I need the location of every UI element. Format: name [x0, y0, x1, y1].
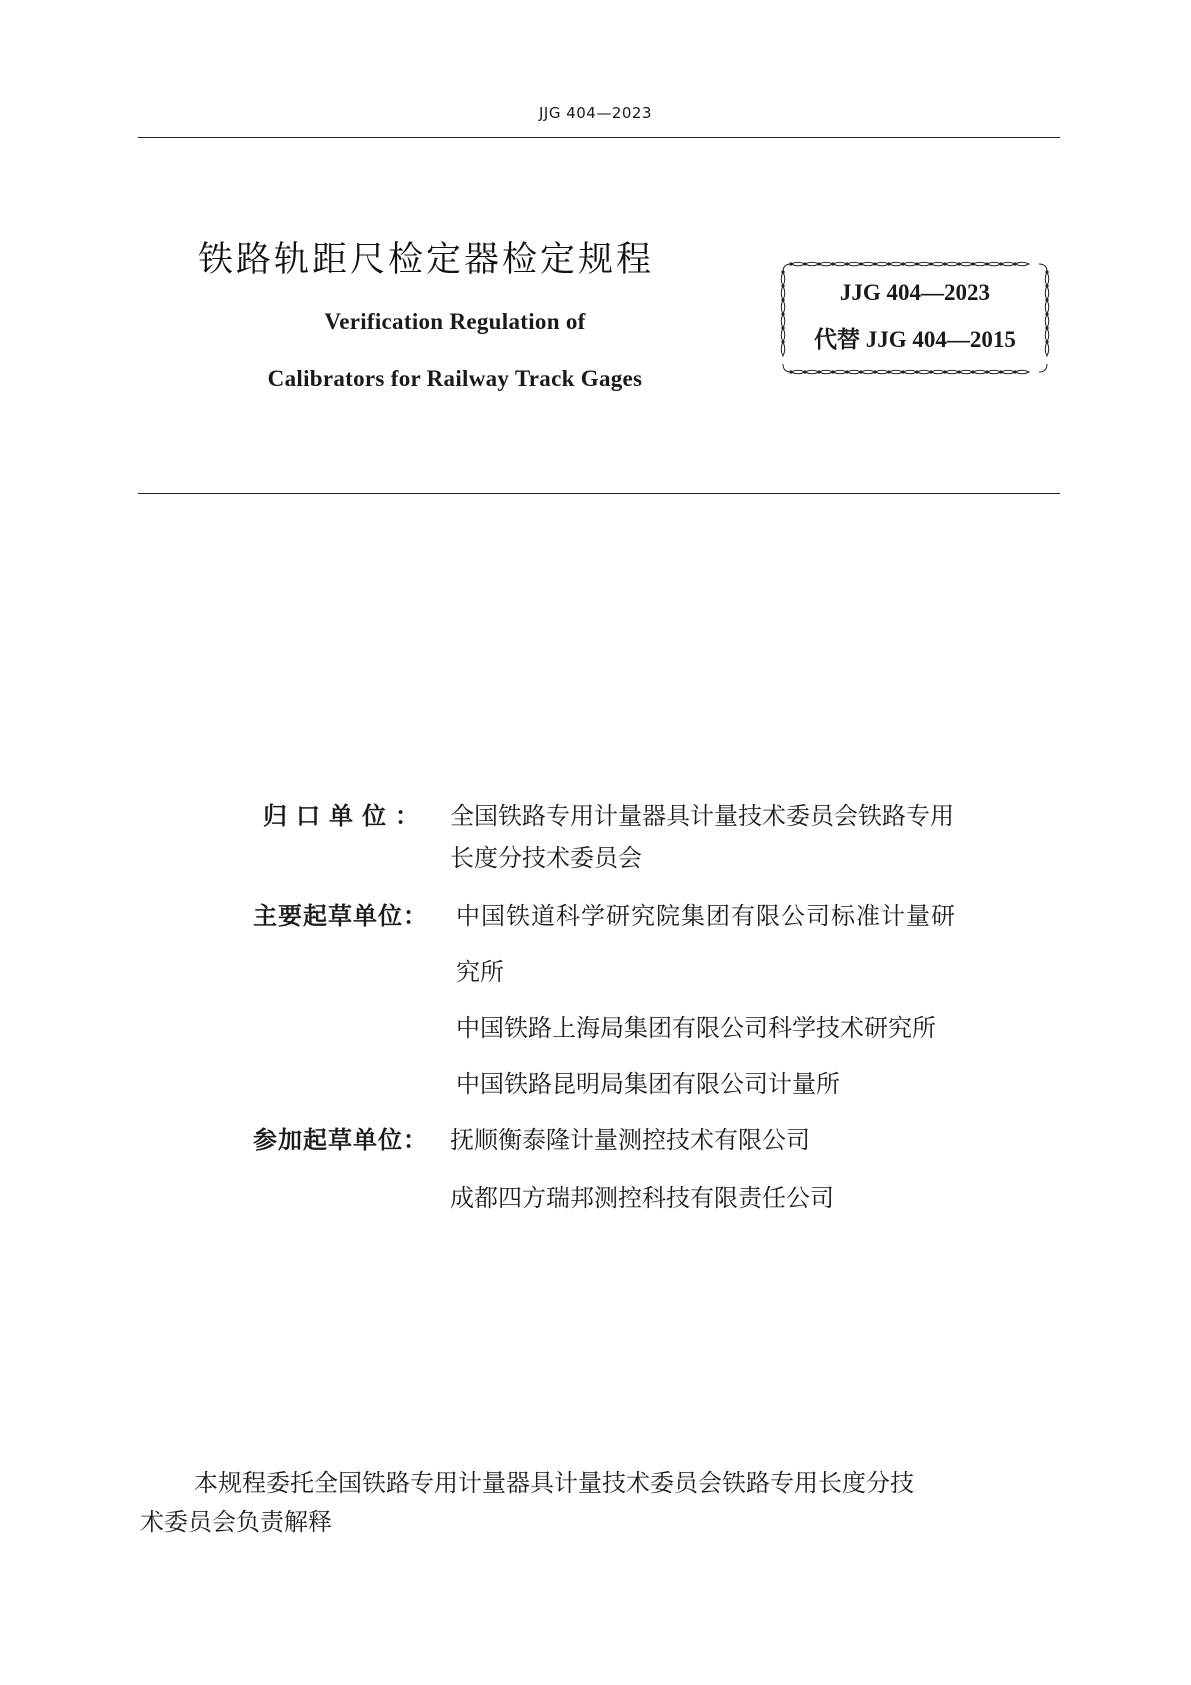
top-rule: [138, 137, 1060, 138]
english-title-line-1: Verification Regulation of: [324, 309, 586, 334]
main-drafting-unit-line-2: 究所: [456, 958, 504, 986]
participating-drafting-unit-line-1: 抚顺衡泰隆计量测控技术有限公司: [450, 1126, 810, 1154]
interpretation-note-line-1: 本规程委托全国铁路专用计量器具计量技术委员会铁路专用长度分技: [194, 1469, 914, 1497]
participating-drafting-unit-line-2: 成都四方瑞邦测控科技有限责任公司: [450, 1184, 834, 1212]
running-header: JJG 404—2023: [538, 104, 653, 122]
main-drafting-unit-line-3: 中国铁路上海局集团有限公司科学技术研究所: [456, 1014, 936, 1042]
page-title: 铁路轨距尺检定器检定规程: [198, 240, 655, 280]
replaced-standard: 代替 JJG 404—2015: [814, 327, 1016, 352]
interpretation-note-line-2: 术委员会负责解释: [140, 1508, 332, 1536]
responsible-unit-line-2: 长度分技术委员会: [450, 844, 642, 872]
decorative-border-icon: [777, 258, 1053, 378]
responsible-unit-label: 归口单位：: [263, 802, 428, 830]
main-drafting-unit-line-1: 中国铁道科学研究院集团有限公司标准计量研: [456, 902, 956, 930]
standard-code: JJG 404—2023: [839, 280, 991, 305]
responsible-unit-line-1: 全国铁路专用计量器具计量技术委员会铁路专用: [450, 802, 954, 830]
bottom-rule: [138, 493, 1060, 494]
english-title-line-2: Calibrators for Railway Track Gages: [267, 366, 643, 391]
participating-drafting-units-label: 参加起草单位：: [253, 1126, 428, 1154]
main-drafting-unit-line-4: 中国铁路昆明局集团有限公司计量所: [456, 1070, 840, 1098]
main-drafting-units-label: 主要起草单位：: [253, 902, 428, 930]
standard-code-box: [777, 258, 1053, 378]
